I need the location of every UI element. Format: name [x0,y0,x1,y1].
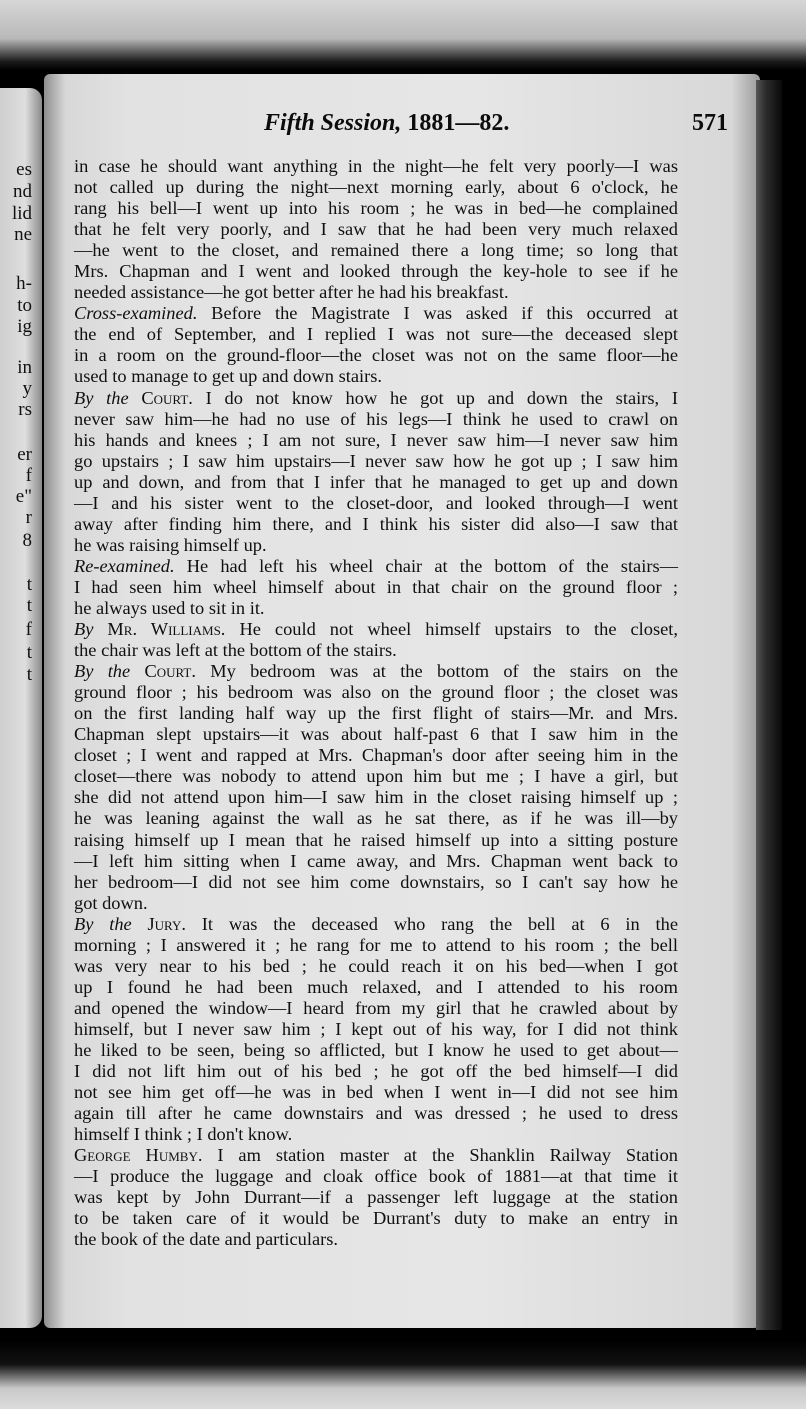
text-line [74,366,678,387]
line-text: he was leaning against the wall as he sat there, as if he was ill—by [74,808,678,829]
text-line [74,998,678,1019]
facing-page-fragment: es [16,159,32,180]
facing-page-fragment: ig [17,316,32,337]
text-line [74,303,678,324]
facing-page-fragment: t [26,664,32,685]
book-spine-edge [756,80,782,1330]
facing-page-fragment: ne [14,224,32,245]
text-line [74,1145,678,1166]
text-line [74,345,678,366]
line-text: I did not lift him out of his bed ; he got off the bed himself—I did [74,1061,678,1082]
text-line [74,556,678,577]
text-line [74,240,678,261]
speaker-name: Mr. Williams. [107,619,226,640]
speaker-name: Jury. [147,913,186,934]
text-line [74,1019,678,1040]
line-text: her bedroom—I did not see him come downstairs, so I can't say how he [74,871,678,892]
facing-page-fragment: f [25,465,32,486]
text-line [74,261,678,282]
text-line [74,1082,678,1103]
line-text: he was raising himself up. [74,534,267,555]
line-text: the chair was left at the bottom of the stairs. [74,640,397,661]
line-text: I do not know how he got up and down the stairs, I [192,387,678,408]
facing-page-fragment: er [17,444,32,465]
text-line [74,830,678,851]
text-line [74,451,678,472]
text-line [74,808,678,829]
line-text: on the first landing half way up the first flight of stairs—Mr. and Mrs. [74,703,678,724]
line-text: —he went to the closet, and remained there a long time; so long that [74,240,678,261]
session-years: 1881—82. [407,110,510,136]
page-header [44,110,760,140]
text-line [74,1208,678,1229]
text-line [74,956,678,977]
line-text: never saw him—he had no use of his legs—I think he used to crawl on [74,408,678,429]
line-text: the book of the date and particulars. [74,1229,339,1250]
line-text: I had seen him wheel himself about in that chair on the ground floor ; [74,576,678,597]
scan-bottom-border [0,1340,806,1409]
text-line [74,156,678,177]
line-text: He could not wheel himself upstairs to the closet, [225,619,679,640]
text-line [74,514,678,535]
text-line [74,430,678,451]
text-line [74,935,678,956]
line-text: again till after he came downstairs and was dressed ; he used to dress [74,1103,678,1124]
speaker-name: Court. [141,387,193,408]
line-text: closet—there was nobody to attend upon him but me ; I have a girl, but [74,766,678,787]
facing-page-fragment: t [26,642,32,663]
line-text: not called up during the night—next morning early, about 6 o'clock, he [74,177,678,198]
book-page [44,74,760,1328]
line-text: go upstairs ; I saw him upstairs—I never saw how he got up ; I saw him [74,450,678,471]
text-line [74,661,678,682]
text-line [74,703,678,724]
line-text: got down. [74,892,148,913]
text-line [74,977,678,998]
text-line [74,388,678,409]
text-line [74,724,678,745]
speaker-label: By the [74,913,148,934]
text-line [74,682,678,703]
text-line [74,198,678,219]
text-line [74,1124,678,1145]
line-text: he always used to sit in it. [74,597,265,618]
line-text: she did not attend upon him—I saw him in the closet raising himself up ; [74,787,678,808]
line-text: It was the deceased who rang the bell at 6 in the [185,913,678,934]
line-text: —I produce the luggage and cloak office book of 1881—at that time it [74,1166,678,1187]
speaker-label: By the [74,661,145,682]
line-text: and opened the window—I heard from my girl that he crawled about by [74,997,678,1018]
text-line [74,1103,678,1124]
facing-page-fragment: h- [16,273,32,294]
text-line [74,619,678,640]
facing-page-fragment: t [26,595,32,616]
line-text: in case he should want anything in the night—he felt very poorly—I was [74,156,678,176]
text-line [74,177,678,198]
page-body-text [74,156,678,1250]
line-text: Before the Magistrate I was asked if this occurred at [197,303,678,324]
page-number: 571 [692,110,728,136]
text-line [74,409,678,430]
speaker-label: Re-examined. [74,555,175,576]
line-text: used to manage to get up and down stairs. [74,366,382,387]
text-line [74,493,678,514]
line-text: up and down, and from that I infer that he managed to get up and down [74,471,678,492]
line-text: was very near to his bed ; he could reach it on his bed—when I got [74,955,678,976]
facing-page-fragment: e" [15,486,32,507]
scan-top-border [0,0,806,70]
line-text: not see him get off—he was in bed when I went in—I did not see him [74,1082,678,1103]
line-text: closet ; I went and rapped at Mrs. Chapman's door after seeing him in the [74,745,678,766]
text-line [74,1229,678,1250]
text-line [74,219,678,240]
line-text: up I found he had been much relaxed, and I attended to his room [74,976,678,997]
facing-page-fragment: 8 [22,530,32,551]
line-text: ground floor ; his bedroom was also on the ground floor ; the closet was [74,682,678,703]
facing-page-fragment: in [17,357,32,378]
text-line [74,598,678,619]
facing-page-fragment: f [25,619,32,640]
line-text: —I and his sister went to the closet-door, and looked through—I went [74,492,678,513]
line-text: Chapman slept upstairs—it was about half-past 6 that I saw him in the [74,724,678,745]
line-text: himself I think ; I don't know. [74,1124,293,1145]
text-line [74,1166,678,1187]
text-line [74,282,678,303]
line-text: He had left his wheel chair at the bottom of the stairs— [174,555,678,576]
line-text: rang his bell—I went up into his room ; he was in bed—he complained [74,198,678,219]
line-text: in a room on the ground-floor—the closet was not on the same floor—he [74,345,678,366]
line-text: the end of September, and I replied I was not sure—the deceased slept [74,324,678,345]
speaker-label: By the [74,387,142,408]
line-text: morning ; I answered it ; he rang for me to attend to his room ; the bell [74,934,678,955]
text-line [74,472,678,493]
line-text: needed assistance—he got better after he had his breakfast. [74,282,509,303]
facing-page-fragment: y [22,378,32,399]
facing-page-fragment: rs [18,399,32,420]
line-text: to be taken care of it would be Durrant's duty to make an entry in [74,1208,678,1229]
text-line [74,535,678,556]
line-text: away after finding him there, and I think his sister did also—I saw that [74,513,678,534]
text-line [74,324,678,345]
text-line [74,914,678,935]
text-line [74,766,678,787]
facing-page-fragment: lid [11,203,32,224]
speaker-name: Court. [144,661,196,682]
facing-page-fragment: t [26,574,32,595]
facing-page-fragment: to [17,295,32,316]
facing-page-fragment: r [25,507,32,528]
session-title: Fifth Session, [264,110,402,136]
text-line [74,577,678,598]
line-text: himself, but I never saw him ; I kept out of his way, for I did not think [74,1018,678,1039]
line-text: raising himself up I mean that he raised himself up into a sitting posture [74,829,678,850]
speaker-label: Cross-examined. [74,303,198,324]
text-line [74,872,678,893]
running-head [264,110,509,137]
text-line [74,745,678,766]
text-line [74,1187,678,1208]
line-text: Mrs. Chapman and I went and looked through the key-hole to see if he [74,261,678,282]
text-line [74,640,678,661]
line-text: his hands and knees ; I am not sure, I never saw him—I never saw him [74,429,678,450]
line-text: I am station master at the Shanklin Railway Station [202,1145,679,1166]
text-line [74,893,678,914]
line-text: My bedroom was at the bottom of the stairs on the [195,661,678,682]
text-line [74,1061,678,1082]
line-text: was kept by John Durrant—if a passenger left luggage at the station [74,1187,678,1208]
speaker-label: By [74,619,108,640]
text-line [74,787,678,808]
text-line [74,851,678,872]
speaker-name: George Humby. [74,1145,203,1166]
facing-page-fragment: nd [13,181,32,202]
facing-page-edge [0,88,42,1328]
text-line [74,1040,678,1061]
line-text: that he felt very poorly, and I saw that he had been very much relaxed [74,219,678,240]
line-text: —I left him sitting when I came away, and Mrs. Chapman went back to [74,850,678,871]
line-text: he liked to be seen, being so afflicted, but I know he used to get about— [74,1039,678,1060]
